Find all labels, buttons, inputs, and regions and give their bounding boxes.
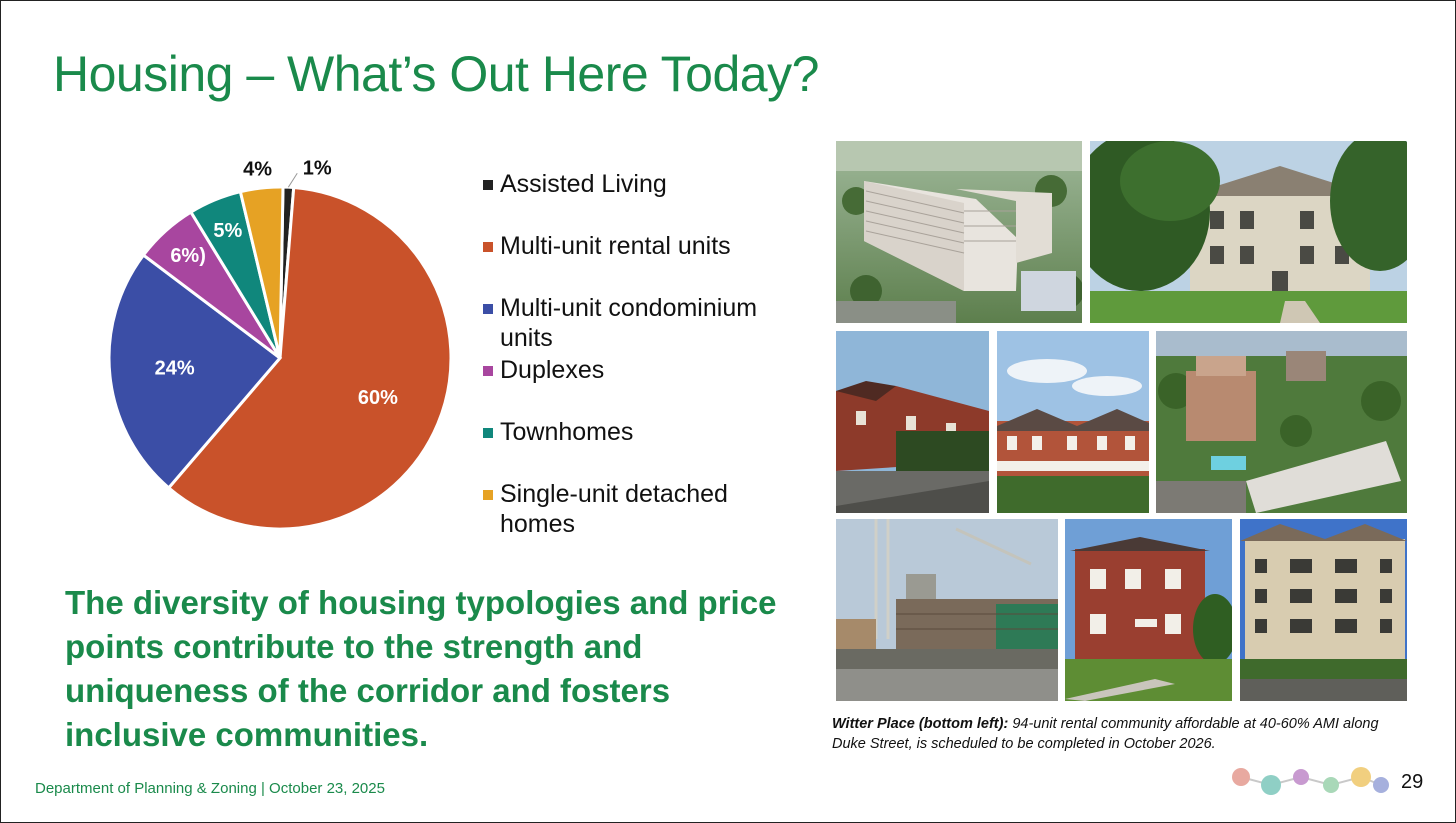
- photo-highrise-aerial: [836, 141, 1082, 323]
- legend-item-multi-unit-rental-units: [483, 231, 770, 261]
- photo-colonial-townhomes: [997, 331, 1149, 513]
- legend-swatch: [483, 180, 493, 190]
- legend-label: Multi-unit condominium units: [500, 294, 758, 352]
- footer-department: Department of Planning & Zoning: [35, 780, 257, 797]
- legend-swatch: [483, 428, 493, 438]
- pie-leader-line: [288, 173, 297, 187]
- pie-label-single-unit-detached-homes: 4%: [243, 158, 273, 181]
- page-number: 29: [1401, 771, 1424, 793]
- legend-swatch: [483, 490, 493, 500]
- photo-collage: [836, 141, 1407, 701]
- photo-brick-duplex: [1065, 519, 1232, 701]
- photo-witter-place-construction: [836, 519, 1058, 701]
- legend-label: Single-unit detached homes: [500, 480, 728, 538]
- decorative-dots-logo: [1229, 763, 1389, 803]
- legend-label: Assisted Living: [500, 170, 667, 198]
- caption-bold: Witter Place (bottom left):: [832, 716, 1009, 732]
- legend-label: Duplexes: [500, 356, 605, 384]
- photo-apartment-complex-aerial: [1156, 331, 1407, 513]
- legend-item-duplexes: [483, 355, 770, 385]
- pie-chart: [1, 131, 501, 551]
- legend-swatch: [483, 304, 493, 314]
- caption-text: 94-unit rental community affordable at 40-60% AMI along Duke Street, is scheduled to be completed in October 2026.: [832, 716, 1379, 752]
- legend-label: Multi-unit rental units: [500, 232, 731, 260]
- legend-swatch: [483, 242, 493, 252]
- footer-date: October 23, 2025: [269, 780, 385, 797]
- tagline: The diversity of housing typologies and price points contribute to the strength and uniqueness of the corridor and fosters inclusive communities.: [65, 584, 777, 753]
- pie-label-multi-unit-condominium-units: 24%: [154, 357, 195, 380]
- legend-item-multi-unit-condominium-units: [483, 293, 770, 353]
- pie-label-multi-unit-rental-units: 60%: [357, 387, 398, 410]
- photo-caption: [832, 714, 1392, 754]
- legend-item-single-unit-detached-homes: [483, 479, 770, 539]
- footer-separator: |: [256, 780, 270, 797]
- slide-title: Housing – What’s Out Here Today?: [53, 46, 819, 102]
- legend-item-townhomes: [483, 417, 770, 447]
- photo-condo-building: [1240, 519, 1407, 701]
- pie-label-assisted-living: 1%: [302, 157, 332, 180]
- legend-swatch: [483, 366, 493, 376]
- pie-label-townhomes: 5%: [213, 219, 243, 242]
- pie-label-duplexes: 6%): [170, 244, 206, 267]
- photo-brick-townhomes: [836, 331, 989, 513]
- footer: [35, 780, 385, 797]
- legend-item-assisted-living: [483, 169, 770, 199]
- photo-garden-apartments: [1090, 141, 1407, 323]
- legend-label: Townhomes: [500, 418, 634, 446]
